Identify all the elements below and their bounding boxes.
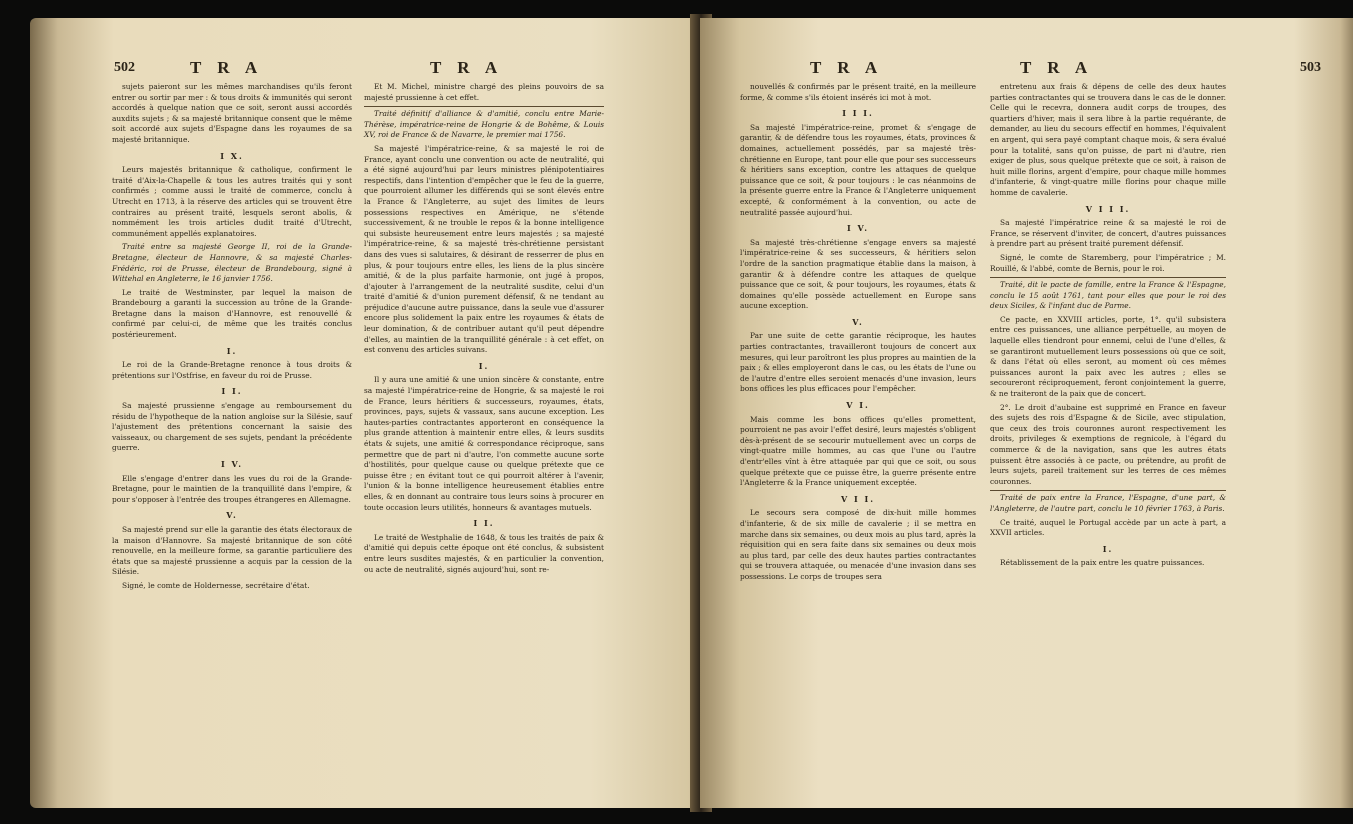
paragraph: Le secours sera composé de dix-huit mille hommes d'infanterie, & de six mille de cavalerie ; il se mettra en marche dans six semaines, ou deux mois au plus tard, après la réquisition qui en sera faite dans six semaines ou deux mois au plus tard, par celle des deux hautes parties contractantes qui se trouvera attaquée, ou menacée d'une invasion dans ses possessions. Le corps de troupes sera — [740, 508, 976, 581]
page-number-right: 503 — [1300, 60, 1321, 75]
paragraph: Signé, le comte de Staremberg, pour l'impératrice ; M. Rouillé, & l'abbé, comte de Bernis, pour le roi. — [990, 252, 1226, 273]
paragraph: Leurs majestés britannique & catholique, confirment le traité d'Aix-la-Chapelle & tous les autres traités qui y sont confirmés ; comme aussi le traité de commerce, conclu à Utrecht en 1713, à la réserve des articles qui se trouvent être contraires au présent traité, lesquels seront abolis, & nommément les trois articles dudit traité d'Utrecht, communément appellés explanatoires. — [112, 165, 352, 238]
open-book — [112, 8, 1330, 818]
paragraph: Ce pacte, en XXVIII articles, porte, 1°. qu'il subsistera entre ces puissances, une alliance perpétuelle, au moyen de laquelle elles tiendront pour ennemi, celui de l'une d'elles, & se garantiront mutuellement leurs possessions où que ce soit, & dans l'état où elles seront, au moment où ces mêmes puissances auront la paix avec les autres ; elles se secoureront réciproquement, feront conjointement la guerre, & ne traiteront de la paix que de concert. — [990, 314, 1226, 399]
left-column-1 — [112, 82, 352, 595]
paragraph: Sa majesté très-chrétienne s'engage envers sa majesté l'impératrice-reine & ses successeurs, & héritiers selon l'ordre de la sanction pragmatique établie dans la maison, à garantir & à défendre contre les attaques de quelque puissance que ce soit, & pour toujours, les royaumes, états & domaines qu'elle possède actuellement en Europe sans aucune exception. — [740, 237, 976, 311]
paragraph: Sa majesté l'impératrice-reine, & sa majesté le roi de France, ayant conclu une convention ou acte de neutralité, qui a été signé aujourd'hui par leurs ministres plénipotentiaires respectifs, dans l'intention d'empêcher que le feu de la guerre, que pourroient allumer les différends qui se sont élevés entre la France & l'Angleterre, au sujet des limites de leurs possessions respectives en Amérique, ne s'étende successivement, & ne trouble le repos & la bonne intelligence qui subsiste heureusement entre leurs majestés ; sa majesté l'impératrice-reine, & sa majesté très-chrétienne persistant dans des vues si salutaires, & désirant de resserrer de plus en plus, & pour toujours entre elles, les liens de la plus sincère amitié, & de la plus parfaite harmonie, ont jugé à propos, d'ajouter à l'arrangement de la neutralité susdite, celui d'un traité d'amitié & d'union purement défensif, & ne tendant au préjudice d'aucune autre puissance, dans la seule vue d'assurer encore plus solidement la paix entre les royaumes & états de leur domination, & de contribuer autant qu'il peut dépendre d'elles, au maintien de la tranquillité générale : à cet effet, on est convenu des articles suivans. — [364, 143, 604, 355]
section-rule — [364, 106, 604, 107]
paragraph: Le roi de la Grande-Bretagne renonce à tous droits & prétentions sur l'Ostfrise, en faveur du roi de Prusse. — [112, 360, 352, 380]
paragraph: Sa majesté l'impératrice reine & sa majesté le roi de France, se réservent d'inviter, de concert, d'autres puissances à prendre part au présent traité purement défensif. — [990, 218, 1226, 249]
article-number: I X. — [220, 150, 244, 161]
paragraph: nouvellés & confirmés par le présent traité, en la meilleure forme, & comme s'ils étoient insérés ici mot à mot. — [740, 82, 976, 102]
article-number: V. — [852, 316, 864, 327]
section-rule — [990, 277, 1226, 278]
article-number: V I. — [846, 400, 870, 411]
article-number: V I I. — [840, 493, 876, 504]
treaty-heading: Traité de paix entre la France, l'Espagne, d'une part, & l'Angleterre, de l'autre part, conclu le 10 février 1763, à Paris. — [990, 493, 1226, 513]
paragraph: Mais comme les bons offices qu'elles promettent, pourroient ne pas avoir l'effet desiré, leurs majestés s'obligent dès-à-présent de se secourir mutuellement avec un corps de vingt-quatre mille hommes, au cas que l'une ou l'autre d'entr'elles vînt à être attaquée par qui que ce soit, ou sous quelque prétexte que ce puisse être, la guerre présente entre l'Angleterre & la France uniquement exceptée. — [740, 414, 976, 488]
paragraph: Et M. Michel, ministre chargé des pleins pouvoirs de sa majesté prussienne à cet effet. — [364, 82, 604, 102]
paragraph: Le traité de Westminster, par lequel la maison de Brandebourg a garanti la succession au trône de la Grande-Bretagne dans la maison d'Hannovre, est renouvellé & confirmé par celui-ci, de même que les traités conclus postérieurement. — [112, 287, 352, 340]
paragraph: Il y aura une amitié & une union sincère & constante, entre sa majesté l'impératrice-reine de Hongrie, & sa majesté le roi de France, leurs héritiers & successeurs, royaumes, états, provinces, pays, sujets & vassaux, sans aucune exception. Les hautes-parties contractantes apporteront en conséquence la plus grande attention à maintenir entre elles, & leurs susdits états & sujets, une amitié & correspondance réciproque, sans permettre que de part ni d'autre, l'on commette aucune sorte d'hostilités, pour quelque cause ou quelque prétexte que ce puisse être ; en évitant tout ce qui pourroit altérer à l'avenir, l'union & la bonne intelligence heureusement établies entre elles, & en donnant au contraire tous leurs soins à procurer en toute occasion leurs utilités, honneurs & avantages mutuels. — [364, 375, 604, 512]
running-header-right: T R A — [810, 58, 884, 77]
treaty-heading: Traité définitif d'alliance & d'amitié, conclu entre Marie-Thérèse, impératrice-reine de Hongrie & de Bohême, & Louis XV, roi de France & de Navarre, le premier mai 1756. — [364, 109, 604, 140]
article-number: I I. — [473, 518, 495, 529]
article-number: I V. — [846, 223, 870, 234]
treaty-heading: Traité, dit le pacte de famille, entre la France & l'Espagne, conclu le 15 août 1761, tant pour elles que pour le roi des deux Siciles, & l'infant duc de Parme. — [990, 280, 1226, 311]
paragraph: Sa majesté prussienne s'engage au remboursement du résidu de l'hypotheque de la nation angloise sur la Silésie, sauf l'ajustement des prétentions concernant la saisie des vaisseaux, ou chargement de ses sujets, pendant la précédente guerre. — [112, 401, 352, 453]
paragraph: 2°. Le droit d'aubaine est supprimé en France en faveur des sujets des rois d'Espagne & de Sicile, avec stipulation, que ceux des trois couronnes auront respectivement les droits, privileges & exemptions de regnicole, à l'égard du commerce & de la navigation, sans que les autres états puissent être associés à ce pacte, ou prétendre, au profit de leurs sujets, pareil traitement sur les terres de ces mêmes couronnes. — [990, 402, 1226, 486]
treaty-heading: Traité entre sa majesté George II, roi de la Grande-Bretagne, électeur de Hannovre, & sa majesté Charles-Frédéric, roi de Prusse, électeur de Brandebourg, signé à Wittehal en Angleterre, le 16 janvier 1756. — [112, 242, 352, 284]
right-column-2 — [990, 82, 1226, 572]
article-number: I. — [1102, 543, 1114, 554]
left-page — [30, 18, 730, 808]
paragraph: Rétablissement de la paix entre les quatre puissances. — [1000, 558, 1205, 568]
paragraph: sujets paieront sur les mêmes marchandises qu'ils feront entrer ou sortir par mer : & tous droits & immunités qui seront accordés à quelque nation que ce soit, seront aussi accordés auxdits sujets ; & sa majesté britannique consent que le même soit accordé aux sujets d'Espagne dans les royaumes de sa majesté britannique. — [112, 82, 352, 144]
paragraph: Par une suite de cette garantie réciproque, les hautes parties contractantes, travailleront toujours de concert aux mesures, qui leur paroîtront les plus propres au maintien de la paix ; & elles employeront dans le cas, ou les états de l'une ou de l'autre d'entre elles seroient menacés d'une invasion, leurs bons offices les plus efficaces pour l'empêcher. — [740, 331, 976, 394]
article-number: V. — [226, 510, 238, 521]
section-rule — [990, 490, 1226, 491]
paragraph: entretenu aux frais & dépens de celle des deux hautes parties contractantes qui se trouvera dans le cas de le donner. Celle qui le recevra, donnera audit corps de troupes, des quartiers d'hiver, mais il sera libre à la partie requérante, de demander, au lieu du secours effectif en hommes, l'équivalent en argent, qui sera payé comptant chaque mois, & sera évalué pour la totalité, sans qu'on puisse, de part ni d'autre, rien exiger de plus, sous quelque prétexte que ce soit, à raison de huit mille florins, argent d'empire, pour chaque mille hommes d'infanterie, & vingt-quatre mille florins pour chaque mille homme de cavalerie. — [990, 82, 1226, 197]
right-column-1 — [740, 82, 976, 586]
running-header-right-col2: T R A — [1020, 58, 1094, 77]
right-page — [700, 18, 1353, 808]
paragraph: Sa majesté l'impératrice-reine, promet & s'engage de garantir, & de défendre tous les royaumes, états, provinces & domaines, actuellement possédés, par sa majesté très-chrétienne en Europe, tant pour elle que pour ses successeurs & héritiers sans exception, contre les attaques de quelque puissance que ce soit, & pour toujours : le cas néanmoins de la présente guerre entre la France & l'Angleterre uniquement excepté, & conformément à la convention, ou acte de neutralité passée aujourd'hui. — [740, 122, 976, 217]
article-number: V I I I. — [1085, 203, 1131, 214]
paragraph: Ce traité, auquel le Portugal accède par un acte à part, a XXVII articles. — [990, 517, 1226, 538]
left-column-2 — [364, 82, 604, 578]
running-header-left: T R A — [190, 58, 264, 77]
article-number: I I I. — [842, 108, 874, 119]
paragraph: Sa majesté prend sur elle la garantie des états électoraux de la maison d'Hannovre. Sa majesté britannique de son côté renouvelle, en la meilleure forme, sa garantie particuliere des états que sa majesté prussienne a acquis par la cession de la Silésie. — [112, 524, 352, 577]
article-number: I I. — [221, 386, 243, 397]
paragraph: Elle s'engage d'entrer dans les vues du roi de la Grande-Bretagne, pour le maintien de la tranquillité dans l'empire, & pour s'opposer à l'entrée des troupes étrangeres en Allemagne. — [112, 473, 352, 504]
paragraph: Signé, le comte de Holdernesse, secrétaire d'état. — [122, 580, 310, 590]
article-number: I. — [226, 345, 238, 356]
running-header-left-col2: T R A — [430, 58, 504, 77]
paragraph: Le traité de Westphalie de 1648, & tous les traités de paix & d'amitié qui depuis cette époque ont été conclus, & subsistent entre leurs susdites majestés, & en particulier la convention, ou acte de neutralité, signés aujourd'hui, sont re- — [364, 532, 604, 574]
article-number: I. — [478, 360, 490, 371]
article-number: I V. — [220, 459, 244, 469]
page-number-left: 502 — [114, 60, 135, 75]
